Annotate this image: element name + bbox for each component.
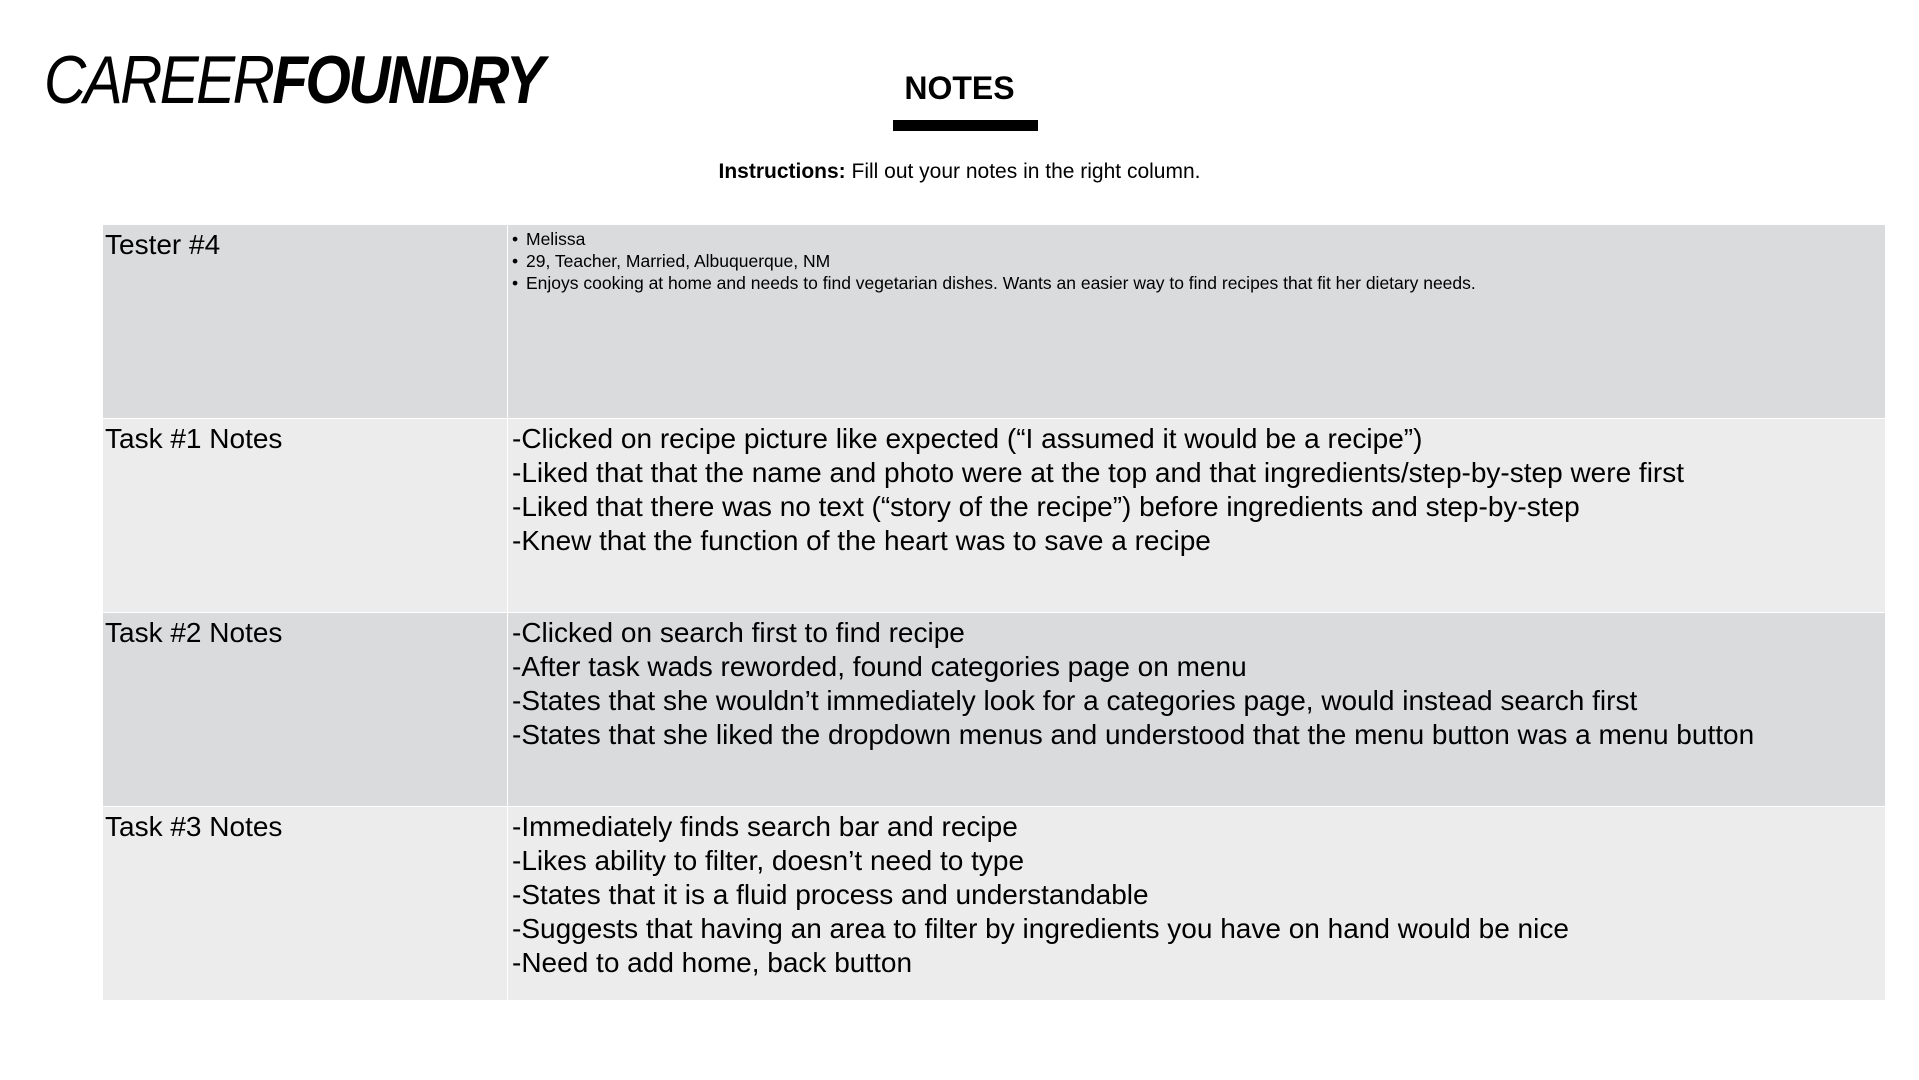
tester-name: • Melissa: [512, 228, 1885, 250]
task-2-note-line: -States that she wouldn’t immediately look for a categories page, would instead search first: [512, 685, 1638, 716]
task-1-note-line: -Liked that there was no text (“story of the recipe”) before ingredients and step-by-step: [512, 491, 1580, 522]
task-3-label: Task #3 Notes: [103, 807, 508, 1000]
task-3-row: [103, 807, 1885, 1001]
task-3-note-line: -Likes ability to filter, doesn’t need to type: [512, 845, 1025, 876]
task-1-notes[interactable]: [508, 419, 1885, 612]
task-3-note-line: -Need to add home, back button: [512, 947, 913, 978]
tester-label: Tester #4: [103, 225, 508, 418]
tester-bullet-list: [512, 228, 1885, 294]
instructions-label: Instructions:: [718, 160, 846, 183]
task-3-notes[interactable]: [508, 807, 1885, 1000]
task-2-note-line: -After task wads reworded, found categories page on menu: [512, 651, 1247, 682]
task-1-note-line: -Knew that the function of the heart was to save a recipe: [512, 525, 1211, 556]
task-3-note-line: -States that it is a fluid process and understandable: [512, 879, 1149, 910]
tester-details: [508, 225, 1885, 418]
task-2-row: [103, 613, 1885, 807]
logo-text-foundry: FOUNDRY: [272, 42, 543, 118]
task-1-note-line: -Clicked on recipe picture like expected (“I assumed it would be a recipe”): [512, 423, 1423, 454]
tester-row: [103, 225, 1885, 419]
task-1-label: Task #1 Notes: [103, 419, 508, 612]
instructions-text: Fill out your notes in the right column.: [845, 160, 1201, 183]
logo-text-career: CAREER: [44, 42, 273, 118]
task-1-note-line: -Liked that that the name and photo were at the top and that ingredients/step-by-step were first: [512, 457, 1685, 488]
tester-demographics: • 29, Teacher, Married, Albuquerque, NM: [512, 250, 1885, 272]
task-2-note-line: -States that she liked the dropdown menus and understood that the menu button was a menu button: [512, 719, 1755, 750]
instructions: [0, 158, 1919, 186]
title-underline: [893, 120, 1038, 131]
task-2-notes[interactable]: [508, 613, 1885, 806]
notes-table: [103, 225, 1885, 1001]
task-1-row: [103, 419, 1885, 613]
task-3-note-line: -Suggests that having an area to filter by ingredients you have on hand would be nice: [512, 913, 1569, 944]
task-3-note-line: -Immediately finds search bar and recipe: [512, 811, 1018, 842]
task-2-label: Task #2 Notes: [103, 613, 508, 806]
page-title: NOTES: [904, 70, 1015, 106]
task-2-note-line: -Clicked on search first to find recipe: [512, 617, 965, 648]
tester-background: • Enjoys cooking at home and needs to find vegetarian dishes. Wants an easier way to find recipes that fit her dietary needs.: [512, 272, 1885, 294]
